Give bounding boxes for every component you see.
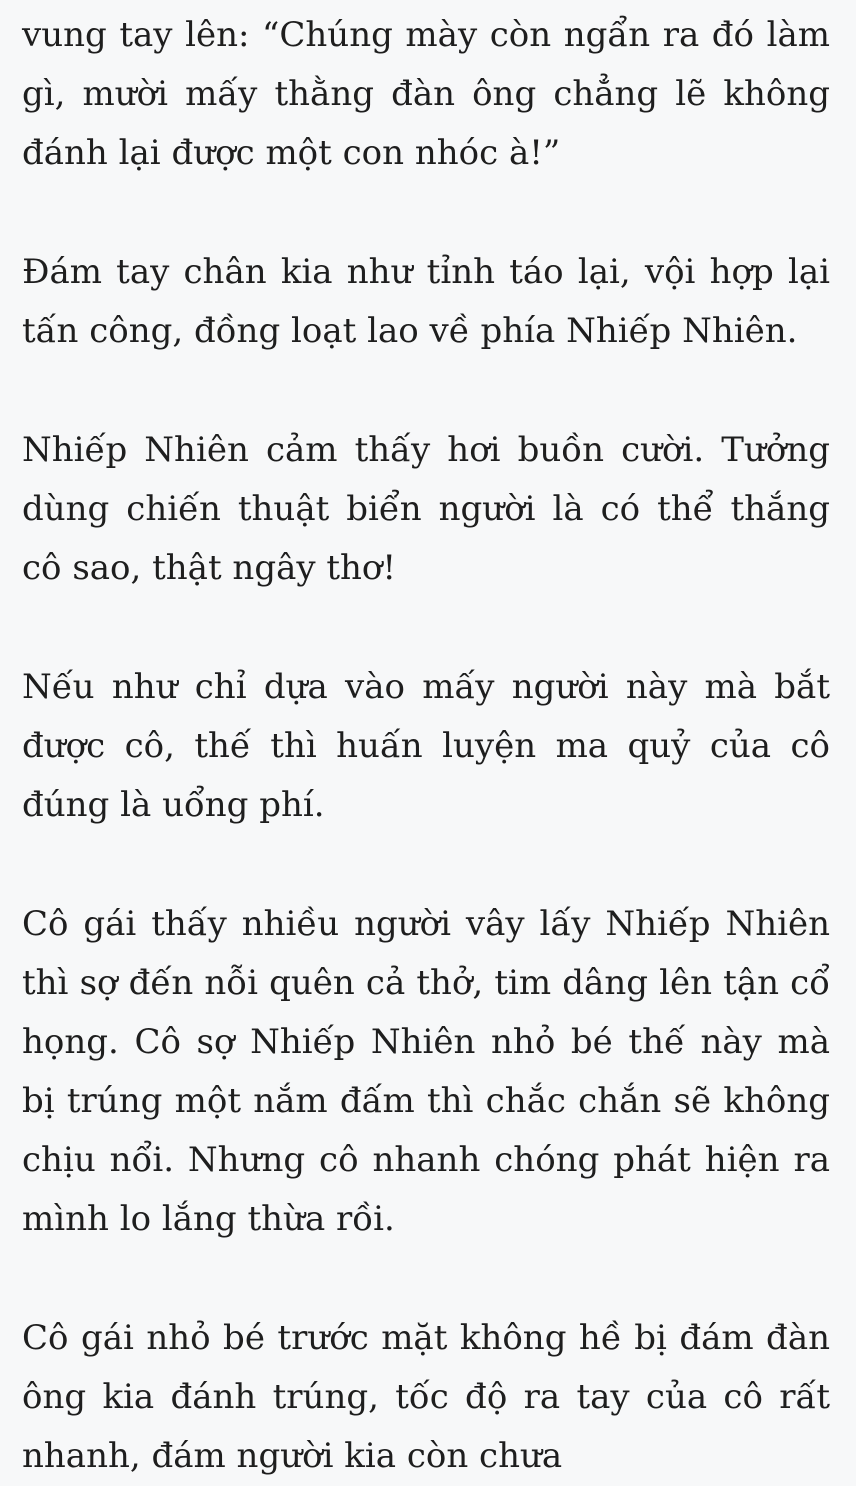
- paragraph-5: Cô gái thấy nhiều người vây lấy Nhiếp Nhiên thì sợ đến nỗi quên cả thở, tim dâng lên tận cổ họng. Cô sợ Nhiếp Nhiên nhỏ bé thế này mà bị trúng một nắm đấm thì chắc chắn sẽ không chịu nổi. Nhưng cô nhanh chóng phát hiện ra mình lo lắng thừa rồi.: [22, 904, 830, 1239]
- paragraph-2: Đám tay chân kia như tỉnh táo lại, vội hợp lại tấn công, đồng loạt lao về phía Nhiếp Nhiên.: [22, 252, 830, 351]
- reading-page: [22, 6, 830, 1486]
- paragraph-3: Nhiếp Nhiên cảm thấy hơi buồn cười. Tưởng dùng chiến thuật biển người là có thể thắng cô sao, thật ngây thơ!: [22, 430, 830, 588]
- paragraph-4: Nếu như chỉ dựa vào mấy người này mà bắt được cô, thế thì huấn luyện ma quỷ của cô đúng là uổng phí.: [22, 667, 830, 825]
- paragraph-6: Cô gái nhỏ bé trước mặt không hề bị đám đàn ông kia đánh trúng, tốc độ ra tay của cô rất nhanh, đám người kia còn chưa: [22, 1318, 830, 1476]
- paragraph-1: vung tay lên: “Chúng mày còn ngẩn ra đó làm gì, mười mấy thằng đàn ông chẳng lẽ không đánh lại được một con nhóc à!”: [22, 15, 830, 173]
